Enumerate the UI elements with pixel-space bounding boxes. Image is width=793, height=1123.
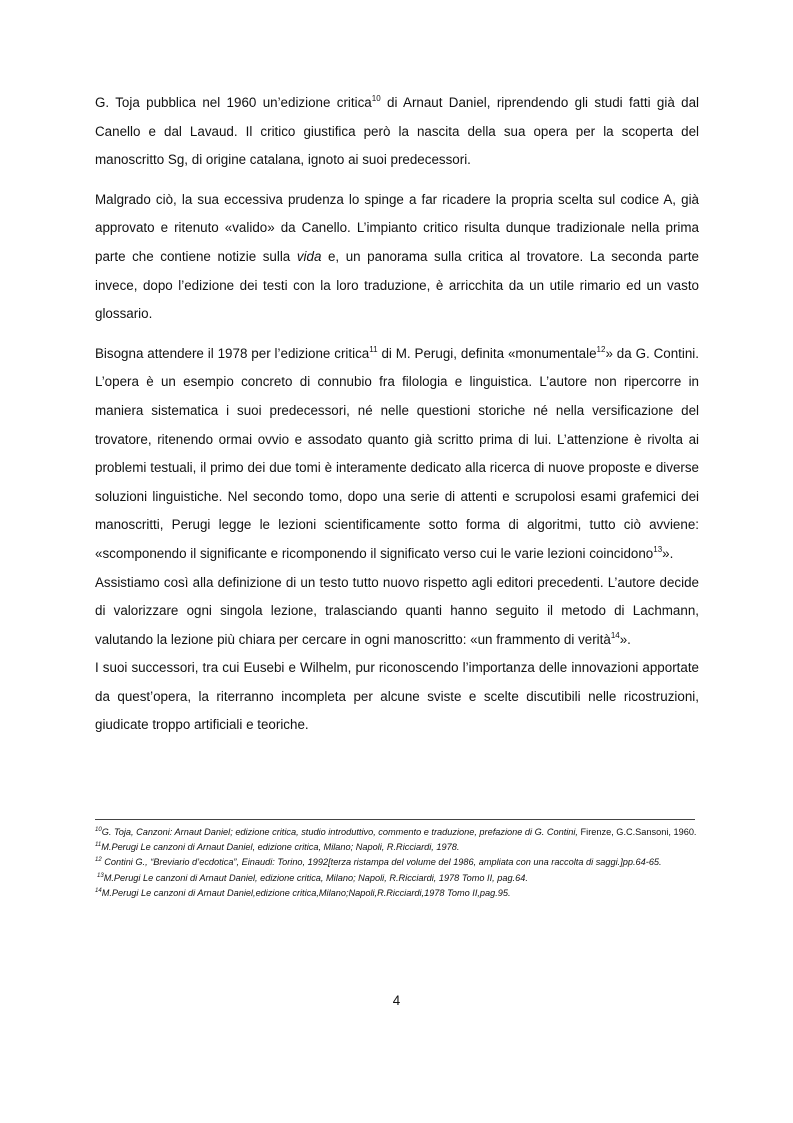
- footnote-text: G. Toja, Canzoni: Arnaut Daniel; edizione critica, studio introduttivo, commento e traduzione, prefazione di G. Contini,: [101, 827, 578, 837]
- text-run: ».: [662, 545, 674, 561]
- footnote-number: 14: [95, 887, 102, 894]
- text-run: Assistiamo così alla definizione di un testo tutto nuovo rispetto agli editori precedenti. L’autore decide di valorizzare ogni singola lezione, tralasciando quanti hanno seguito il metodo di Lachmann, valutando la lezione più chiara per cercare in ogni manoscritto: «un frammento di verità: [95, 574, 699, 647]
- text-run: ».: [619, 631, 631, 647]
- text-run: Malgrado ciò, la sua eccessiva prudenza lo spinge a far ricadere la propria scelta sul codice A, già approvato e ritenuto «valido» da Canello. L’impianto critico risulta dunque tradizionale nella prima parte che contiene notizie sulla: [95, 191, 699, 264]
- text-run: G. Toja pubblica nel 1960 un’edizione critica: [95, 95, 372, 110]
- text-run: » da G. Contini. L’opera è un esempio concreto di connubio fra filologia e linguistica. L’autore non ripercorre in maniera sistematica i suoi predecessori, né nelle questioni storiche né nella versificazione del trovatore, ritenendo ormai ovvio e assodato quanto già scritto prima di lui. L’attenzione è rivolta ai problemi testuali, il primo dei due tomi è interamente dedicato alla ricerca di nuove proposte e diverse soluzioni linguistiche. Nel secondo tomo, dopo una serie di attenti e scrupolosi esami grafemici dei manoscritti, Perugi legge le lezioni scientificamente sotto forma di algoritmi, tutto ciò avviene: «scomponendo il significante e ricomponendo il significato verso cui le varie lezioni coincidono: [95, 345, 700, 561]
- footnotes: [95, 826, 699, 902]
- footnote-ref-10[interactable]: 10: [371, 94, 381, 103]
- footnote-11: [95, 841, 699, 854]
- paragraph-assistiamo: [95, 569, 699, 655]
- text-run: Bisogna attendere il 1978 per l’edizione critica: [95, 345, 370, 361]
- text-run: I suoi successori, tra cui Eusebi e Wilhelm, pur riconoscendo l’importanza delle innovazioni apportate da quest’opera, la riterranno incompleta per alcune sviste e scelte discutibili nelle ricostruzioni, giudicate troppo artificiali e teoriche.: [95, 660, 699, 733]
- footnote-text: M.Perugi Le canzoni di Arnaut Daniel,edizione critica,Milano;Napoli,R.Ricciardi,1978 Tomo II,pag.95.: [101, 887, 511, 898]
- footnote-10: [95, 826, 699, 839]
- paragraph-toja: [95, 89, 699, 175]
- body-text: [95, 89, 699, 740]
- footnote-14: [95, 887, 699, 900]
- footnote-ref-13[interactable]: 13: [653, 544, 663, 554]
- paragraph-prudenza: [95, 186, 699, 329]
- paragraph-perugi: [95, 340, 699, 569]
- page-number: 4: [392, 993, 401, 1008]
- footnote-ref-14[interactable]: 14: [610, 630, 620, 640]
- text-run: di Arnaut Daniel, riprendendo gli studi fatti già dal Canello e dal Lavaud. Il critico giustifica però la nascita della sua opera per la scoperta del manoscritto Sg, di origine catalana, ignoto ai suoi predecessori.: [95, 95, 699, 168]
- footnote-number: 11: [95, 842, 102, 849]
- footnote-text: M.Perugi Le canzoni di Arnaut Daniel, edizione critica, Milano; Napoli, R.Ricciardi, 1978.: [101, 842, 460, 853]
- footnote-13: [95, 872, 699, 885]
- paragraph-successori: [95, 654, 699, 740]
- footnote-ref-12[interactable]: 12: [596, 344, 606, 354]
- footnote-number: 12: [95, 857, 102, 864]
- text-run: e, un panorama sulla critica al trovatore. La seconda parte invece, dopo l’edizione dei testi con la loro traduzione, è arricchita da un utile rimario ed un vasto glossario.: [95, 248, 699, 322]
- footnote-text: M.Perugi Le canzoni di Arnaut Daniel, edizione critica, Milano; Napoli, R.Ricciardi, 1978 Tomo II, pag.64.: [103, 872, 528, 883]
- footnote-12: [95, 856, 699, 869]
- footnote-number: 10: [95, 827, 102, 833]
- text-run: di M. Perugi, definita «monumentale: [377, 345, 597, 361]
- footnote-separator: [95, 819, 695, 820]
- footnote-text: Contini G., “Breviario d’ecdotica”, Einaudi: Torino, 1992[terza ristampa del volume del 1986, ampliata con una raccolta di saggi.]pp.64-65.: [101, 857, 662, 868]
- footnote-ref-11[interactable]: 11: [369, 344, 378, 354]
- emphasis-vida: vida: [296, 248, 322, 264]
- footnote-text: Firenze, G.C.Sansoni, 1960.: [578, 827, 697, 837]
- footnote-number: 13: [97, 872, 104, 879]
